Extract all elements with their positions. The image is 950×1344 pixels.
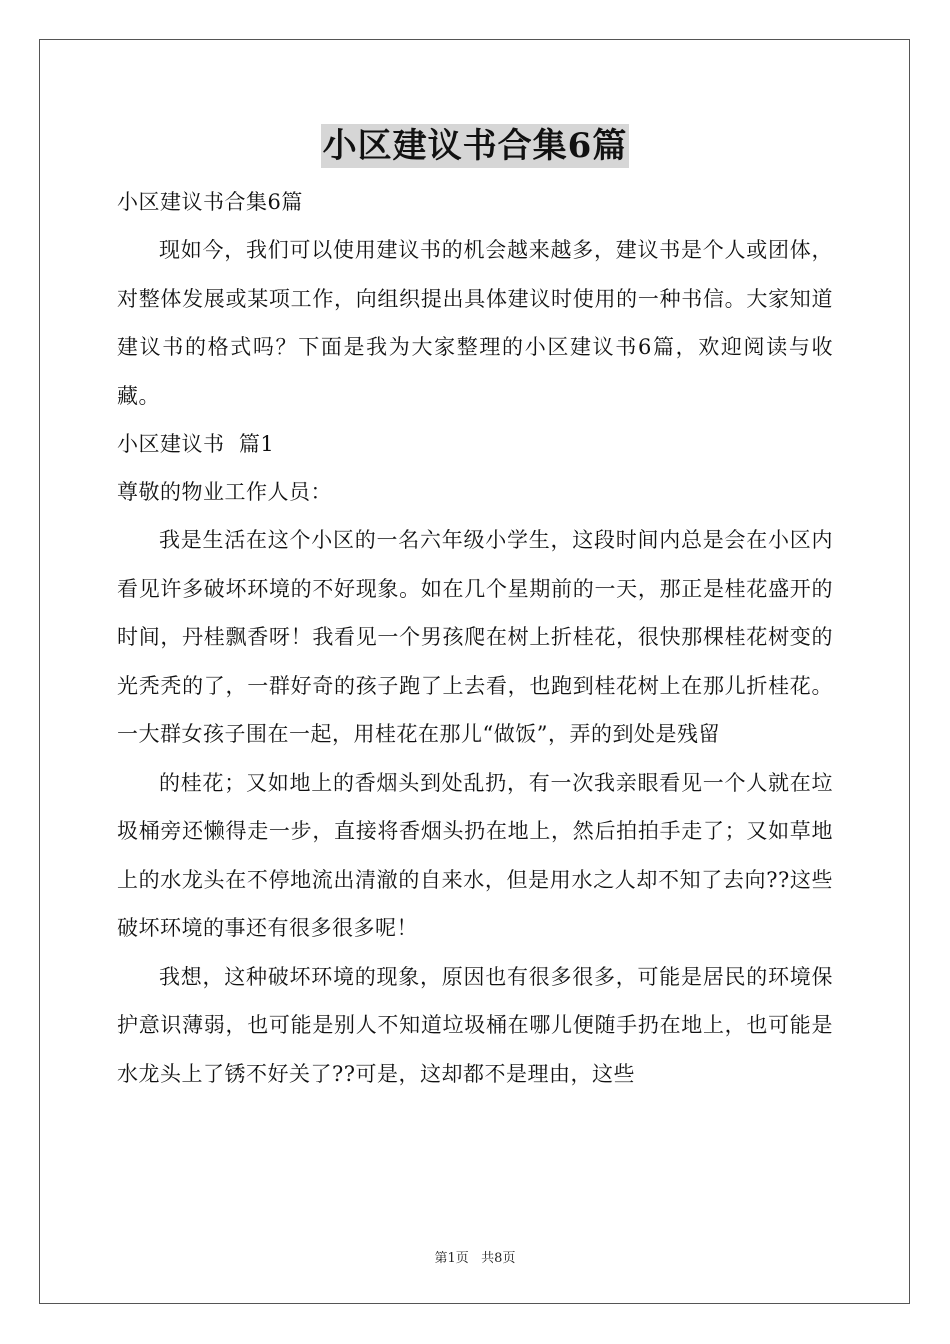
body-paragraph: 的桂花；又如地上的香烟头到处乱扔，有一次我亲眼看见一个人就在垃圾桶旁还懒得走一步，直接将香烟头扔在地上，然后拍拍手走了；又如草地上的水龙头在不停地流出清澈的自来水，但是用水之人却不知了去向??这些破坏环境的事还有很多很多呢！ <box>117 770 833 940</box>
body-paragraph: 我想，这种破坏环境的现象，原因也有很多很多，可能是居民的环境保护意识薄弱，也可能是别人不知道垃圾桶在哪儿便随手扔在地上，也可能是水龙头上了锈不好关了??可是，这却都不是理由，这些 <box>117 964 833 1086</box>
section-heading: 小区建议书 篇1 <box>117 432 275 456</box>
body-paragraph: 我是生活在这个小区的一名六年级小学生，这段时间内总是会在小区内看见许多破坏环境的不好现象。如在几个星期前的一天，那正是桂花盛开的时间，丹桂飘香呀！我看见一个男孩爬在树上折桂花，很快那棵桂花树变的光秃秃的了，一群好奇的孩子跑了上去看，也跑到桂花树上在那儿折桂花。一大群女孩子围在一起，用桂花在那儿“做饭”，弄的到处是残留 <box>117 528 833 746</box>
subtitle-line: 小区建议书合集6篇 <box>117 190 303 214</box>
document-body <box>117 178 833 1098</box>
intro-paragraph: 现如今，我们可以使用建议书的机会越来越多，建议书是个人或团体，对整体发展或某项工作，向组织提出具体建议时使用的一种书信。大家知道建议书的格式吗？下面是我为大家整理的小区建议书6篇，欢迎阅读与收藏。 <box>117 238 833 408</box>
title-container <box>0 124 950 168</box>
document-title: 小区建议书合集6篇 <box>322 126 628 166</box>
salutation: 尊敬的物业工作人员： <box>117 480 332 504</box>
page-footer: 第1页 共8页 <box>434 1251 516 1266</box>
